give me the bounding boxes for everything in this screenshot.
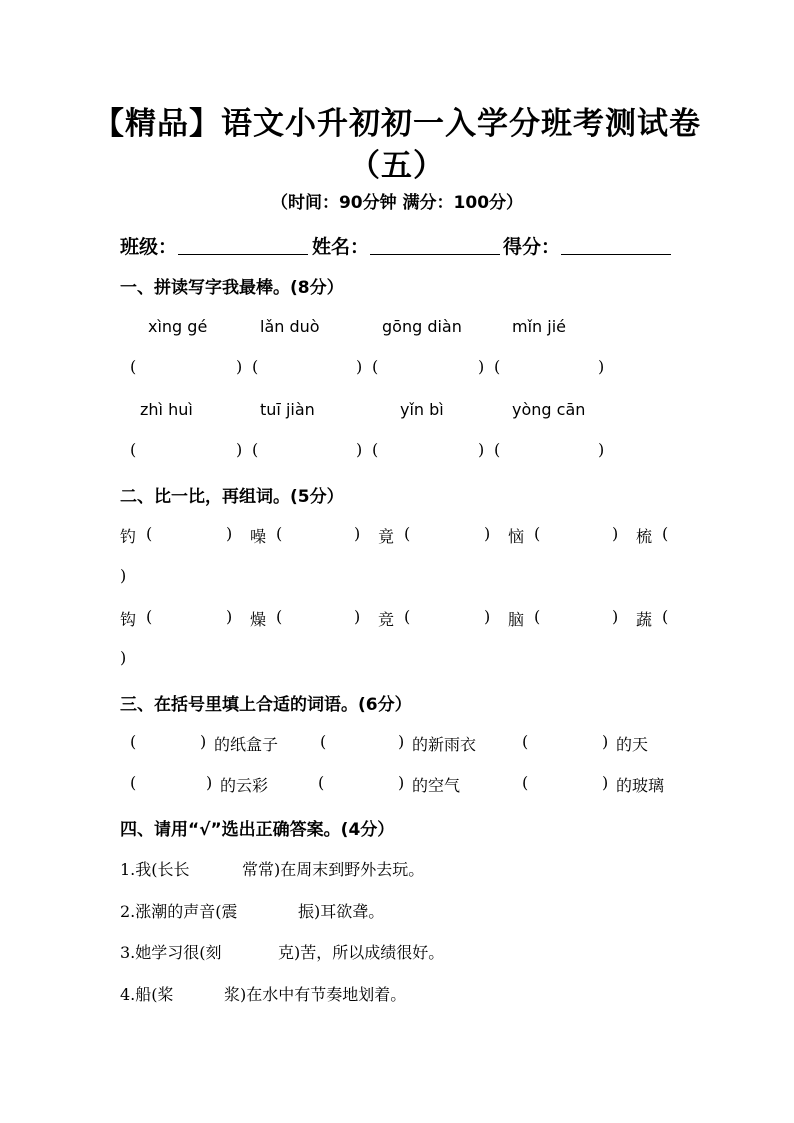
answer-paren-open: (: [534, 524, 541, 543]
answer-paren-open: (: [318, 773, 325, 792]
char-item: 燥: [250, 610, 267, 629]
answer-paren-open: (: [662, 524, 669, 543]
char-item: 蔬: [636, 610, 653, 629]
answer-paren-open: (: [130, 773, 137, 792]
answer-paren-close: ): [226, 524, 233, 543]
char-item: 钓: [120, 527, 137, 546]
phrase-item: 的天: [616, 735, 649, 754]
answer-paren-open: (: [252, 357, 259, 376]
pinyin-4: mǐn jié: [512, 317, 566, 336]
answer-paren-close: ): [484, 607, 491, 626]
answer-paren-close: ): [236, 357, 243, 376]
answer-paren-open: (: [130, 440, 137, 459]
answer-paren-open: (: [404, 607, 411, 626]
answer-paren-close: ): [200, 732, 207, 751]
question-3-stem: 3.她学习很(刻: [120, 943, 222, 962]
phrase-item: 的新雨衣: [412, 735, 477, 754]
pinyin-8: yòng cān: [512, 400, 586, 419]
char-item: 脑: [508, 610, 525, 629]
answer-paren-open: (: [146, 607, 153, 626]
answer-paren-open: (: [522, 732, 529, 751]
answer-paren-close: ): [598, 440, 605, 459]
char-item: 钩: [120, 610, 137, 629]
char-item: 竟: [378, 527, 395, 546]
phrase-item: 的云彩: [220, 776, 269, 795]
question-2-stem: 2.涨潮的声音(震: [120, 902, 238, 921]
answer-paren-close: ): [398, 732, 405, 751]
class-field[interactable]: [178, 232, 308, 255]
char-item: 竞: [378, 610, 395, 629]
page-title: 【精品】语文小升初初一入学分班考测试卷: [93, 106, 701, 142]
exam-time-score: （时间：90分钟 满分：100分）: [270, 193, 524, 213]
answer-paren-close: ): [354, 607, 361, 626]
answer-paren-close: ): [120, 566, 127, 585]
phrase-item: 的玻璃: [616, 776, 665, 795]
section-1-heading: 一、拼读写字我最棒。(8分）: [120, 278, 344, 298]
question-2-option: 振)耳欲聋。: [298, 902, 385, 921]
answer-paren-open: (: [404, 524, 411, 543]
question-3-option: 克)苦，所以成绩很好。: [278, 943, 445, 962]
page-title-volume: （五）: [349, 148, 445, 184]
answer-paren-open: (: [522, 773, 529, 792]
char-item: 噪: [250, 527, 267, 546]
answer-paren-open: (: [276, 524, 283, 543]
char-item: 梳: [636, 527, 653, 546]
pinyin-3: gōng diàn: [382, 317, 462, 336]
pinyin-2: lǎn duò: [260, 317, 320, 336]
answer-paren-close: ): [120, 648, 127, 667]
answer-paren-open: (: [320, 732, 327, 751]
answer-paren-open: (: [130, 357, 137, 376]
char-item: 恼: [508, 527, 525, 546]
answer-paren-open: (: [146, 524, 153, 543]
pinyin-5: zhì huì: [140, 400, 193, 419]
pinyin-1: xìng gé: [148, 317, 208, 336]
answer-paren-close: ): [484, 524, 491, 543]
answer-paren-close: ): [478, 357, 485, 376]
answer-paren-close: ): [236, 440, 243, 459]
question-4-option: 浆)在水中有节奏地划着。: [224, 985, 407, 1004]
answer-paren-close: ): [206, 773, 213, 792]
answer-paren-open: (: [534, 607, 541, 626]
phrase-item: 的空气: [412, 776, 461, 795]
answer-paren-open: (: [276, 607, 283, 626]
answer-paren-close: ): [398, 773, 405, 792]
answer-paren-close: ): [226, 607, 233, 626]
answer-paren-close: ): [612, 607, 619, 626]
class-label: 班级：: [120, 236, 178, 258]
answer-paren-open: (: [372, 440, 379, 459]
answer-paren-open: (: [130, 732, 137, 751]
answer-paren-open: (: [252, 440, 259, 459]
answer-paren-close: ): [356, 440, 363, 459]
section-2-heading: 二、比一比，再组词。(5分）: [120, 487, 344, 507]
answer-paren-close: ): [602, 732, 609, 751]
answer-paren-close: ): [612, 524, 619, 543]
pinyin-6: tuī jiàn: [260, 400, 315, 419]
section-3-heading: 三、在括号里填上合适的词语。(6分）: [120, 695, 412, 715]
answer-paren-close: ): [356, 357, 363, 376]
name-label: 姓名：: [312, 236, 370, 258]
score-field[interactable]: [561, 232, 671, 255]
answer-paren-open: (: [372, 357, 379, 376]
score-label: 得分：: [503, 236, 561, 258]
name-field[interactable]: [370, 232, 500, 255]
pinyin-7: yǐn bì: [400, 400, 444, 419]
answer-paren-open: (: [662, 607, 669, 626]
section-4-heading: 四、请用“√”选出正确答案。(4分）: [120, 820, 395, 840]
answer-paren-open: (: [494, 440, 501, 459]
answer-paren-open: (: [494, 357, 501, 376]
question-1-stem: 1.我(长长: [120, 860, 190, 879]
question-4-stem: 4.船(桨: [120, 985, 174, 1004]
answer-paren-close: ): [598, 357, 605, 376]
answer-paren-close: ): [478, 440, 485, 459]
answer-paren-close: ): [602, 773, 609, 792]
answer-paren-close: ): [354, 524, 361, 543]
phrase-item: 的纸盒子: [214, 735, 279, 754]
question-1-option: 常常)在周末到野外去玩。: [242, 860, 425, 879]
